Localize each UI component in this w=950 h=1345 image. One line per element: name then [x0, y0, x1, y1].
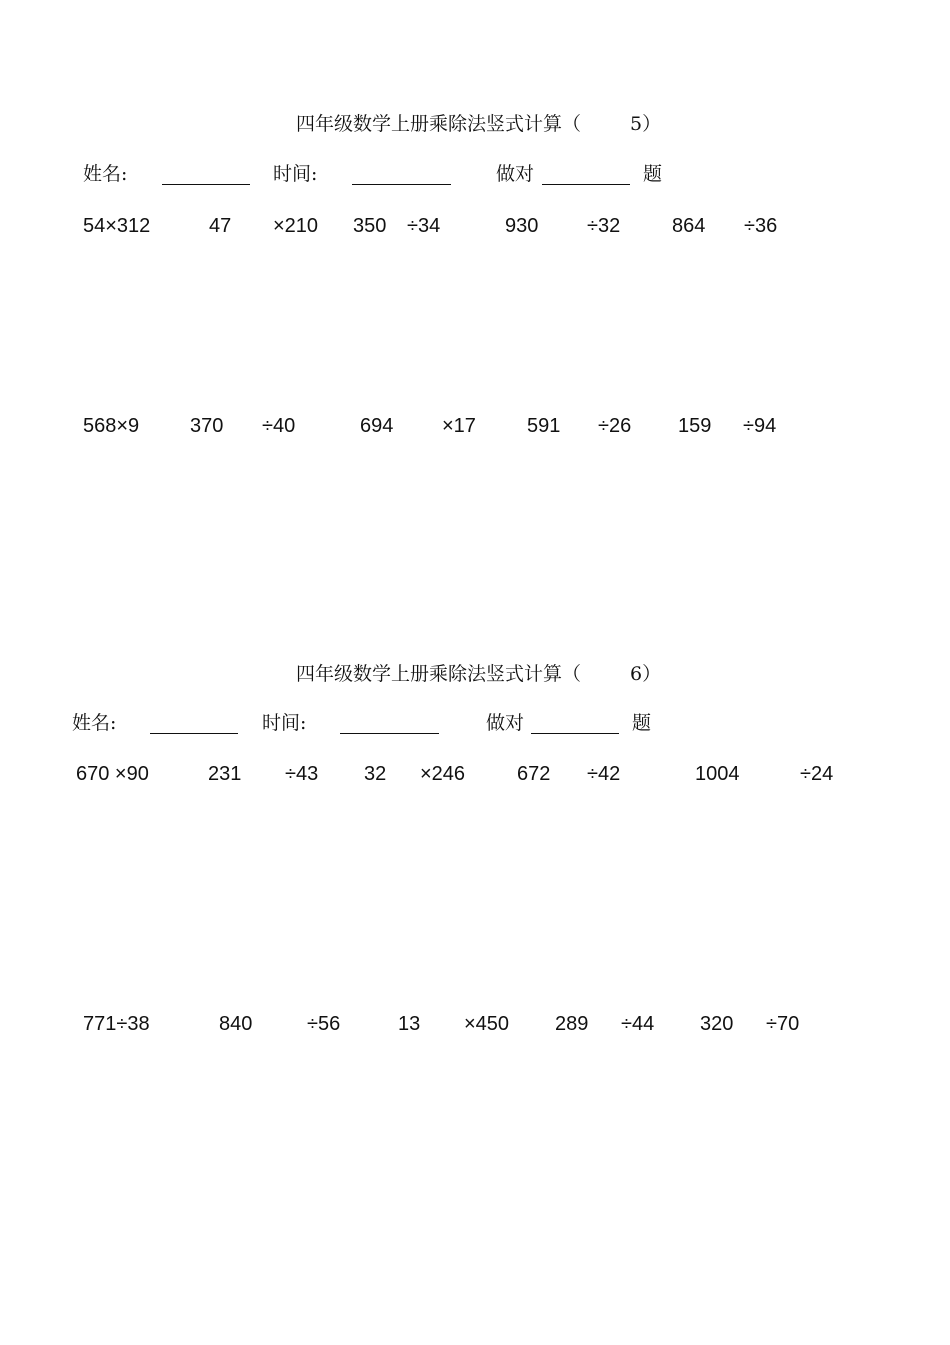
problem-token: 672 [517, 763, 551, 785]
problem-token: ÷70 [766, 1013, 800, 1035]
problem-token: ÷43 [285, 763, 319, 785]
problem-token: 864 [672, 215, 706, 237]
problem-token: ÷32 [587, 215, 621, 237]
problem-token: 13 [398, 1013, 421, 1035]
problem-token: ×210 [273, 215, 319, 237]
problem-token: ×17 [442, 415, 476, 437]
name-blank[interactable] [150, 733, 238, 734]
time-label: 时间: [273, 163, 318, 185]
problem-token: 568×9 [83, 415, 140, 437]
problem-token: ÷42 [587, 763, 621, 785]
problem-token: 231 [208, 763, 242, 785]
problem-token: 32 [364, 763, 387, 785]
problem-token: ×450 [464, 1013, 510, 1035]
problem-token: 159 [678, 415, 712, 437]
problem-token: 320 [700, 1013, 734, 1035]
problem-token: 694 [360, 415, 394, 437]
name-blank[interactable] [162, 184, 250, 185]
problem-token: 350 [353, 215, 387, 237]
name-label: 姓名: [72, 712, 117, 734]
sheet-number: 6） [630, 663, 662, 685]
correct-label: 做对 [486, 712, 525, 734]
sheet-title: 四年级数学上册乘除法竖式计算（ [296, 113, 582, 135]
time-label: 时间: [262, 712, 307, 734]
correct-blank[interactable] [531, 733, 619, 734]
correct-blank[interactable] [542, 184, 630, 185]
problem-token: 370 [190, 415, 224, 437]
problem-token: 930 [505, 215, 539, 237]
sheet-number: 5） [630, 113, 662, 135]
problem-token: ÷26 [598, 415, 632, 437]
problem-token: 771÷38 [83, 1013, 150, 1035]
problem-token: ÷36 [744, 215, 778, 237]
problem-token: ÷40 [262, 415, 296, 437]
problem-token: ÷34 [407, 215, 441, 237]
problem-token: 47 [209, 215, 232, 237]
problem-token: ÷24 [800, 763, 834, 785]
correct-label: 做对 [496, 163, 535, 185]
problem-token: ÷94 [743, 415, 777, 437]
problem-token: 289 [555, 1013, 589, 1035]
problem-token: 54×312 [83, 215, 151, 237]
problem-token: 840 [219, 1013, 253, 1035]
time-blank[interactable] [352, 184, 451, 185]
problem-token: ÷56 [307, 1013, 341, 1035]
correct-suffix: 题 [632, 712, 652, 734]
problem-token: 670 ×90 [76, 763, 149, 785]
problem-token: ×246 [420, 763, 466, 785]
sheet-title: 四年级数学上册乘除法竖式计算（ [296, 663, 582, 685]
problem-token: 1004 [695, 763, 740, 785]
problem-token: ÷44 [621, 1013, 655, 1035]
problem-token: 591 [527, 415, 561, 437]
time-blank[interactable] [340, 733, 439, 734]
correct-suffix: 题 [643, 163, 663, 185]
name-label: 姓名: [83, 163, 128, 185]
